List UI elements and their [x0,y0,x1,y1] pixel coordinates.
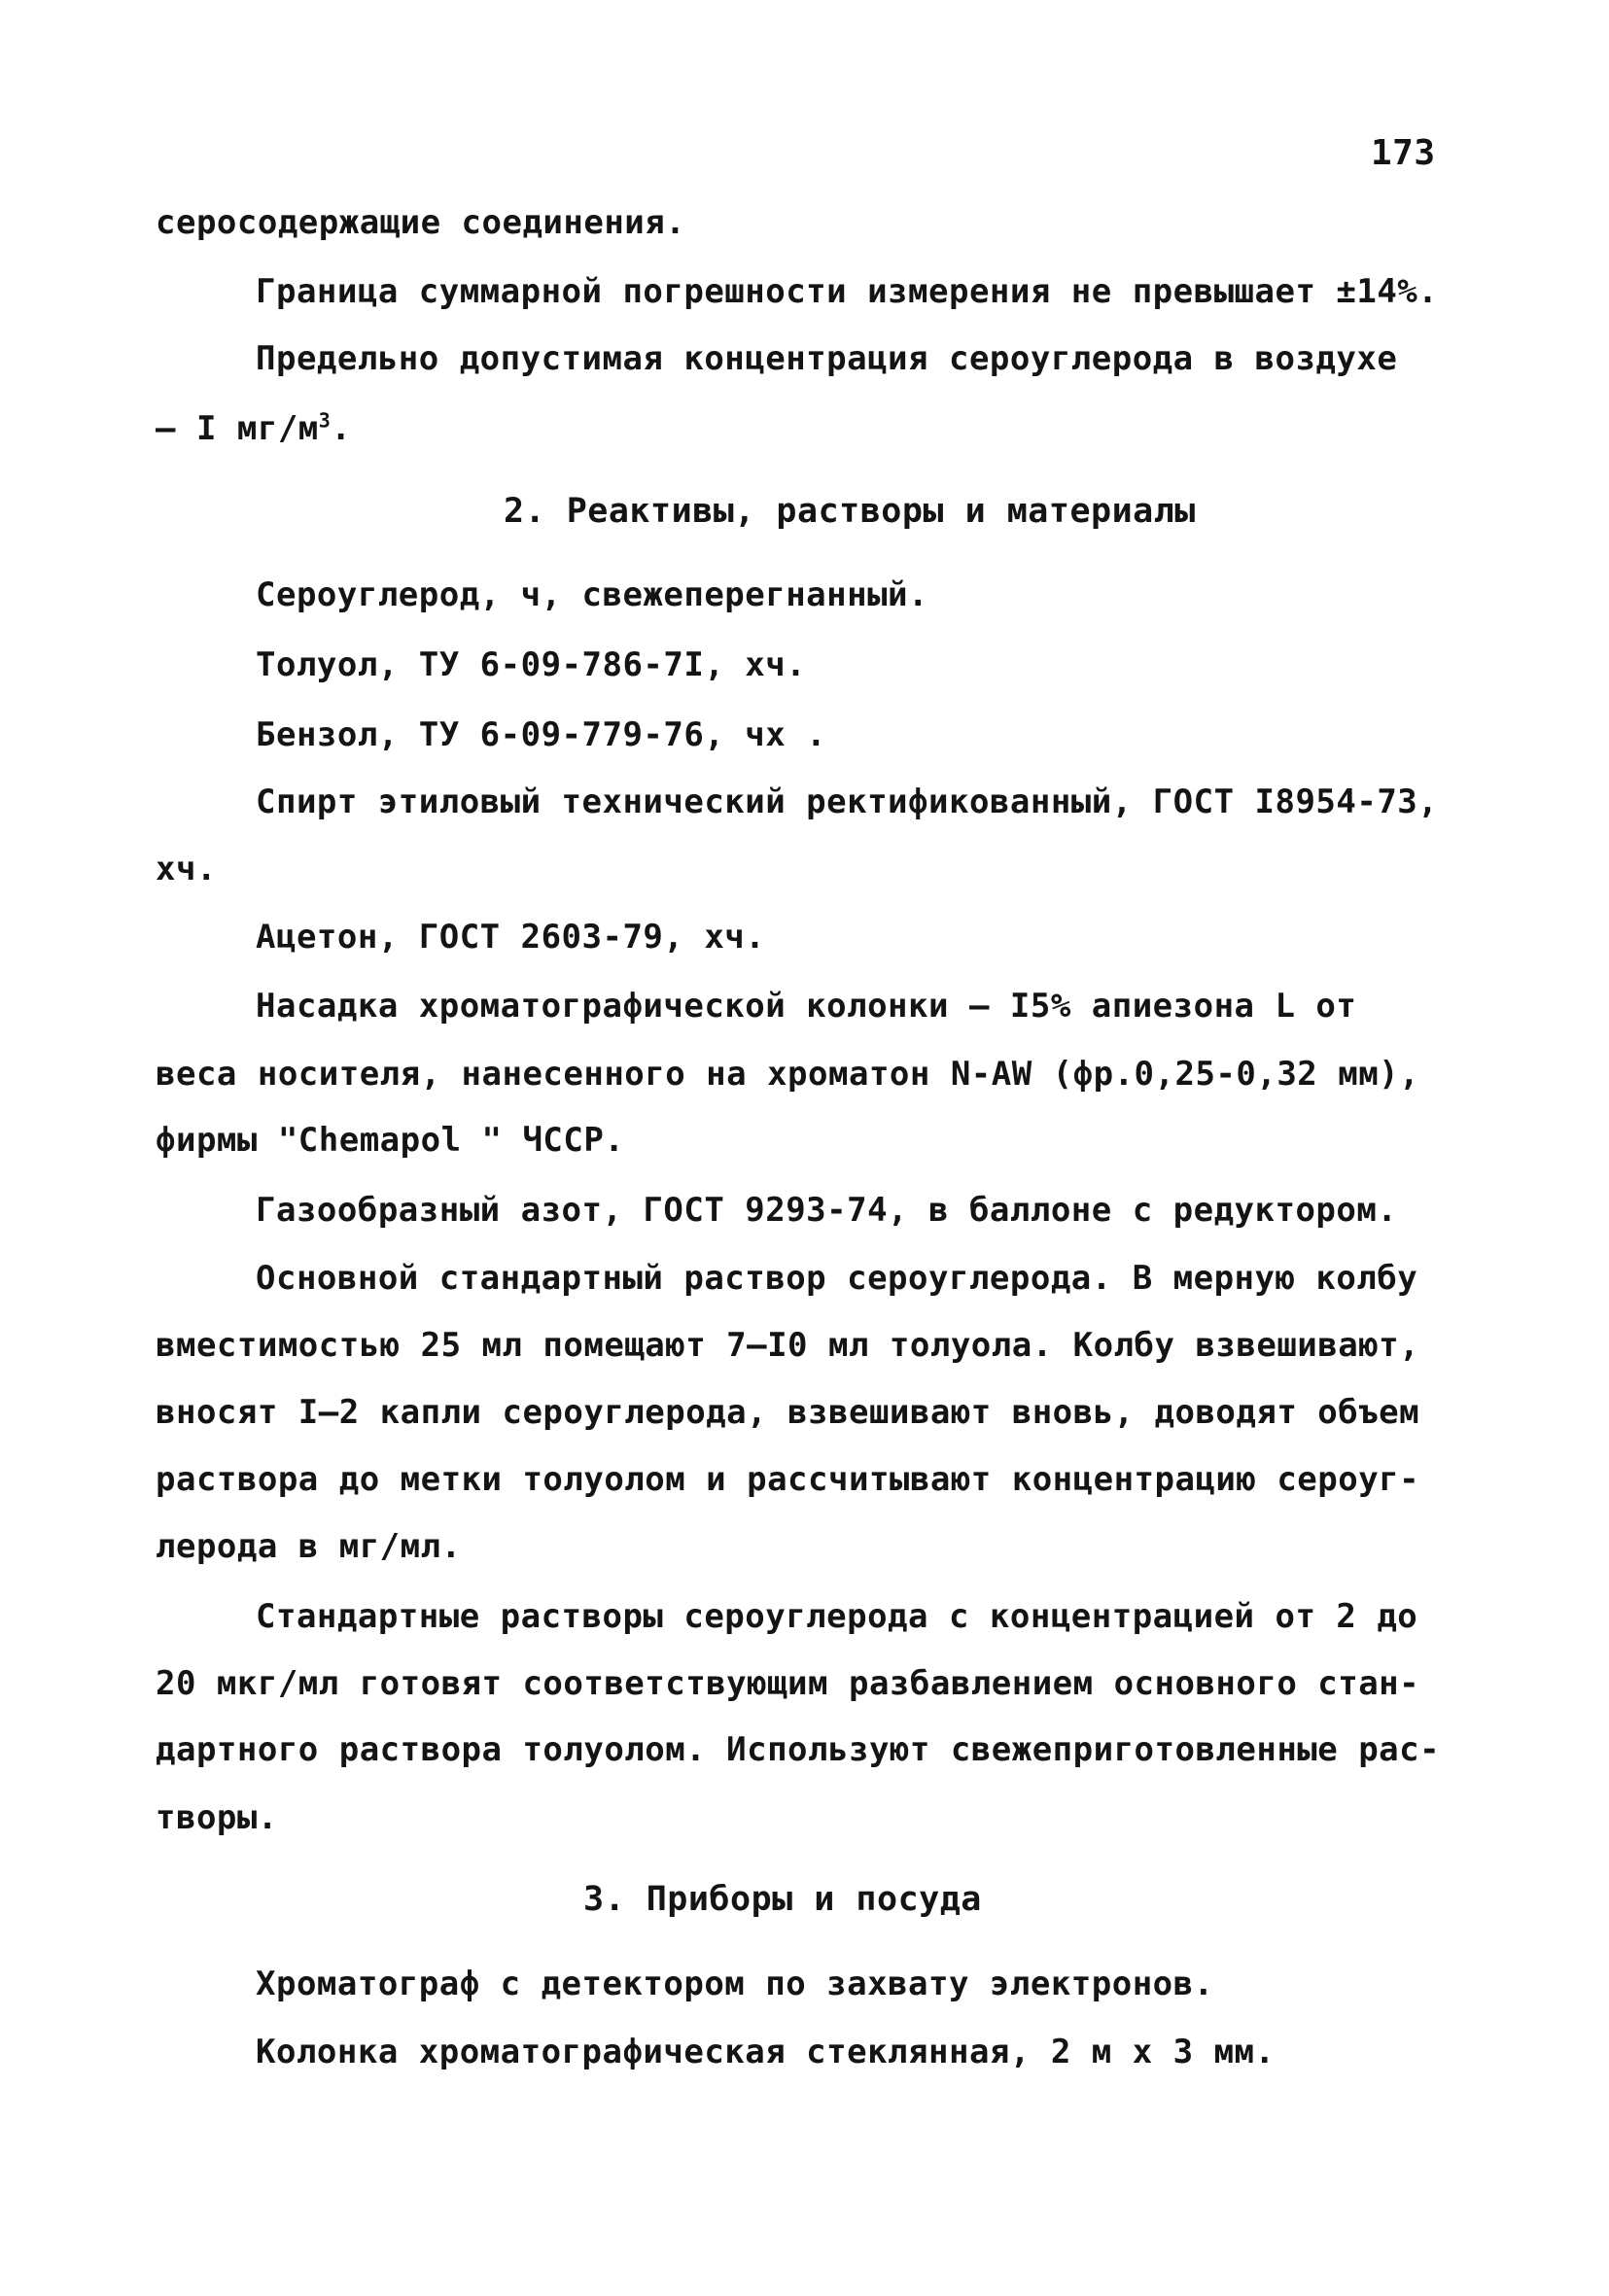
formula-line [156,408,352,448]
reagent-line: Ацетон, ГОСТ 2603-79, хч. [256,918,766,957]
reagent-line: фирмы "Chemapol " ЧССР. [156,1121,625,1160]
reagent-line: Бензол, ТУ 6-09-779-76, чх . [256,715,827,754]
text-fragment: – I мг/м [156,409,319,448]
paragraph-line: вместимостью 25 мл помещают 7–I0 мл толуола. Колбу взвешивают, [156,1326,1420,1365]
reagent-line: Толуол, ТУ 6-09-786-7I, хч. [256,645,807,684]
paragraph-line: Стандартные растворы сероуглерода с концентрацией от 2 до [256,1597,1418,1636]
text-line: серосодержащие соединения. [156,203,686,242]
reagent-line: Газообразный азот, ГОСТ 9293-74, в баллоне с редуктором. [256,1191,1398,1230]
paragraph-line: лерода в мг/мл. [156,1527,462,1566]
equipment-line: Хроматограф с детектором по захвату электронов. [256,1965,1214,2003]
page-number: 173 [1371,133,1436,173]
paragraph-line: вносят I–2 капли сероуглерода, взвешивают вновь, доводят объем [156,1393,1420,1432]
reagent-line: Насадка хроматографической колонки – I5% апиезона L от [256,987,1357,1026]
paragraph-line: 20 мкг/мл готовят соответствующим разбавлением основного стан- [156,1664,1420,1703]
text-line: Предельно допустимая концентрация сероуглерода в воздухе [256,339,1398,378]
superscript: 3 [318,408,332,433]
paragraph-line: Основной стандартный раствор сероуглерода. В мерную колбу [256,1259,1418,1298]
text-line: Граница суммарной погрешности измерения не превышает ±14%. [256,272,1439,311]
paragraph-line: дартного раствора толуолом. Используют свежеприготовленные рас- [156,1730,1441,1769]
text-fragment: . [331,409,352,448]
section-heading: 2. Реактивы, растворы и материалы [504,492,1196,531]
reagent-line: хч. [156,850,217,888]
paragraph-line: творы. [156,1798,278,1837]
reagent-line: Сероуглерод, ч, свежеперегнанный. [256,575,929,614]
reagent-line: Спирт этиловый технический ректификованный, ГОСТ I8954-73, [256,783,1439,821]
section-heading: 3. Приборы и посуда [583,1880,982,1919]
paragraph-line: раствора до метки толуолом и рассчитывают концентрацию сероуг- [156,1460,1420,1499]
equipment-line: Колонка хроматографическая стеклянная, 2 м х 3 мм. [256,2033,1276,2071]
reagent-line: веса носителя, нанесенного на хроматон N-AW (фр.0,25-0,32 мм), [156,1055,1420,1094]
